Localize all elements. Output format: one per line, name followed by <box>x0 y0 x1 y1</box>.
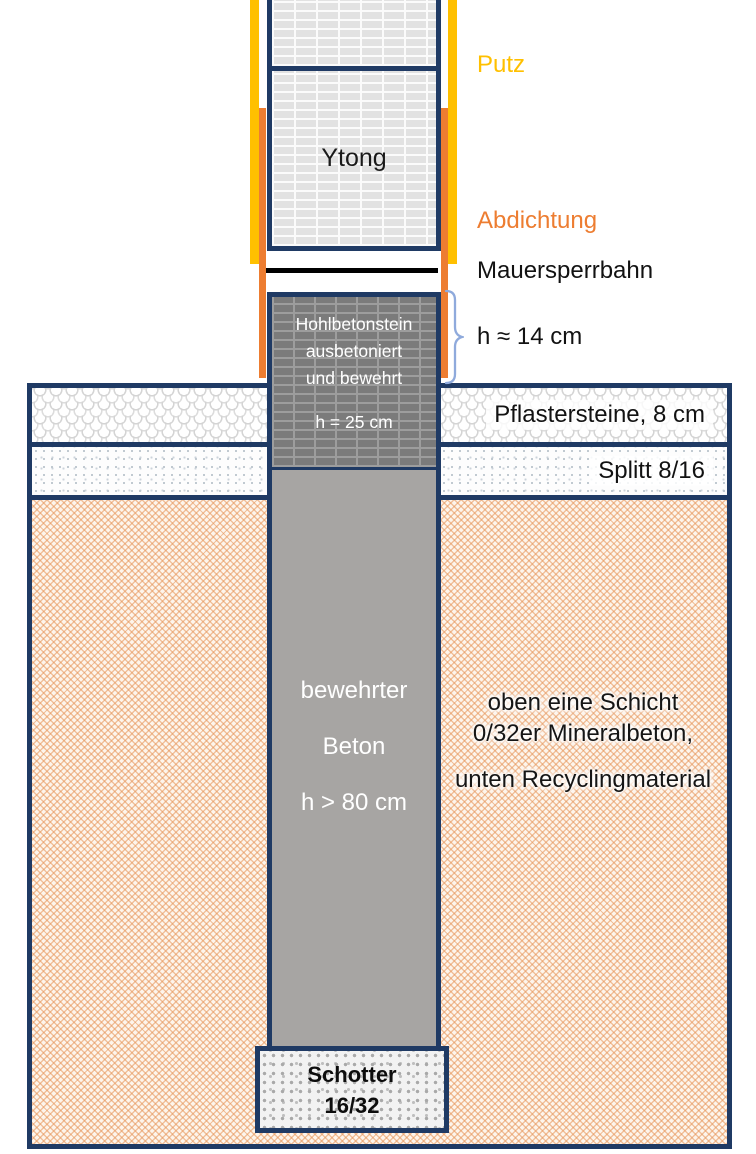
hohlbetonstein-height-label: h = 25 cm <box>315 412 393 432</box>
ytong-label: Ytong <box>321 143 387 172</box>
splitt-label: Splitt 8/16 <box>590 456 713 486</box>
putz-bar-left <box>250 0 259 264</box>
wall-top-block <box>267 0 441 71</box>
schotter-line2: 16/32 <box>324 1092 380 1118</box>
abdichtung-label: Abdichtung <box>477 207 598 234</box>
putz-bar-right <box>448 0 457 264</box>
mauersperrbahn-label: Mauersperrbahn <box>477 257 654 284</box>
putz-label: Putz <box>477 51 526 78</box>
ground-annotation-line2: 0/32er Mineralbeton, <box>472 720 694 747</box>
brace-height-label: h ≈ 14 cm <box>477 323 583 350</box>
schotter-box <box>255 1046 449 1133</box>
ground-annotation-line1: oben eine Schicht <box>487 689 679 716</box>
hohlbetonstein-line3: und bewehrt <box>305 368 403 388</box>
hohlbetonstein-line2: ausbetoniert <box>305 341 403 361</box>
height-brace-icon <box>443 289 464 385</box>
hohlbetonstein-block <box>267 292 441 472</box>
schotter-line1: Schotter <box>307 1061 397 1087</box>
ytong-block <box>267 66 441 251</box>
hohlbetonstein-line1: Hohlbetonstein <box>295 314 413 334</box>
beton-line1: bewehrter <box>300 677 408 704</box>
beton-line3: h > 80 cm <box>300 789 408 816</box>
ground-annotation <box>430 687 736 795</box>
beton-line2: Beton <box>322 733 386 760</box>
pflastersteine-label: Pflastersteine, 8 cm <box>486 400 713 430</box>
abdichtung-bar-left <box>259 108 266 378</box>
beton-column <box>267 470 441 1046</box>
ground-annotation-line3: unten Recyclingmaterial <box>454 766 712 793</box>
mauersperrbahn-line <box>264 268 438 273</box>
